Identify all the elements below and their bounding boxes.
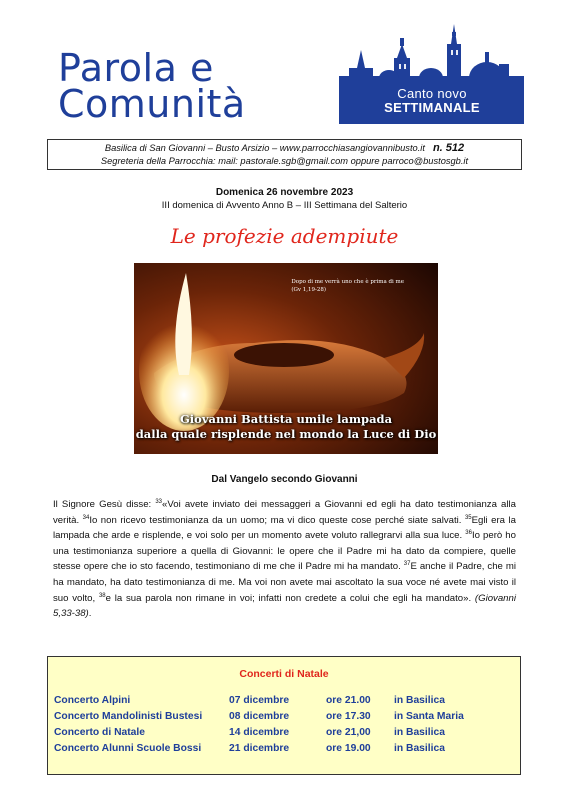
concert-name: Concerto Alpini (54, 695, 131, 706)
concerts-title: Concerti di Natale (239, 668, 329, 680)
concert-place: in Basilica (394, 743, 445, 754)
issue-date: Domenica 26 novembre 2023 (215, 187, 354, 198)
photo-quote-ref: (Gv 1,19-28) (291, 287, 327, 293)
christmas-concerts-box (47, 656, 521, 775)
concert-name: Concerto Alunni Scuole Bossi (54, 743, 202, 754)
concert-place: in Basilica (394, 695, 445, 706)
masthead-title (58, 46, 246, 126)
verse-text: e la sua parola non rimane in voi; infatti non credete a colui che egli ha mandato». (105, 592, 475, 604)
parish-info-box (47, 139, 522, 170)
verse-number: 34 (82, 514, 90, 521)
verse-text: Egli era la lampada che arde e risplende, e voi solo per un momento avete voluto rallegrarvi alla sua luce. (53, 514, 516, 542)
concert-place: in Basilica (394, 727, 445, 738)
concert-date: 14 dicembre (229, 727, 290, 738)
masthead-title-line2: Comunità (58, 82, 246, 126)
gospel-text (53, 497, 516, 622)
verse-text: E anche il Padre, che mi ha mandato, ha dato testimonianza di me. Ma voi non avete mai ascoltato la sua voce né avete mai visto il suo volto, (53, 561, 516, 604)
liturgical-week: III domenica di Avvento Anno B – III Settimana del Salterio (161, 200, 408, 211)
gospel-intro: Il Signore Gesù disse: (53, 499, 156, 510)
concert-date: 08 dicembre (229, 711, 290, 722)
masthead (54, 24, 524, 129)
masthead-subtitle-line2: SETTIMANALE (384, 100, 480, 115)
gospel-title: Dal Vangelo secondo Giovanni (211, 474, 358, 485)
verse-number: 36 (465, 530, 472, 537)
masthead-subtitle (352, 87, 512, 115)
concert-time: ore 17.30 (326, 711, 371, 722)
verse-number: 33 (155, 499, 163, 505)
verse-text: «Voi avete inviato dei messaggeri a Giovanni ed egli ha dato testimonianza alla verità. (53, 499, 516, 526)
photo-caption-line1: Giovanni Battista umile lampada (179, 412, 393, 426)
parish-info-line1 (48, 142, 521, 155)
concert-time: ore 21,00 (326, 727, 371, 738)
photo-caption-line2: dalla quale risplende nel mondo la Luce di Dio (135, 427, 437, 441)
photo-quote-text: Dopo di me verrà uno che è prima di me (291, 279, 404, 285)
concert-date: 07 dicembre (229, 695, 290, 706)
concert-name: Concerto di Natale (54, 727, 145, 738)
masthead-subtitle-line1: Canto novo (397, 86, 467, 101)
concert-time: ore 19.00 (326, 743, 371, 754)
concert-date: 21 dicembre (229, 743, 290, 754)
oil-lamp-photo (134, 263, 438, 454)
photo-quote (291, 278, 404, 294)
headline: Le profezie adempiute (170, 224, 399, 248)
parish-address: Basilica di San Giovanni – Busto Arsizio – www.parrocchiasangiovannibusto.it (104, 143, 425, 153)
gospel-citation: (Giovanni 5,33-38) (53, 592, 516, 620)
verse-number: 35 (464, 514, 472, 521)
photo-caption (134, 412, 438, 442)
parish-contacts: Segreteria della Parrocchia: mail: pastorale.sgb@gmail.com oppure parroco@bustosgb.it (100, 156, 469, 166)
concert-place: in Santa Maria (394, 711, 464, 722)
gospel-end: . (88, 608, 92, 620)
masthead-title-line1: Parola e (58, 46, 214, 90)
issue-number: n. 512 (432, 142, 465, 154)
verse-text: Io non ricevo testimonianza da un uomo; ma vi dico queste cose perché siate salvati. (89, 514, 465, 526)
verse-number: 38 (98, 592, 106, 599)
concert-time: ore 21.00 (326, 695, 371, 706)
verse-number: 37 (403, 561, 411, 568)
verse-text: Io però ho una testimonianza superiore a quella di Giovanni: le opere che il Padre mi ha dato da compiere, quelle stesse opere che io sto facendo, testimoniano di me che il Padre mi ha mandato. (53, 530, 516, 573)
concert-name: Concerto Mandolinisti Bustesi (54, 711, 203, 722)
